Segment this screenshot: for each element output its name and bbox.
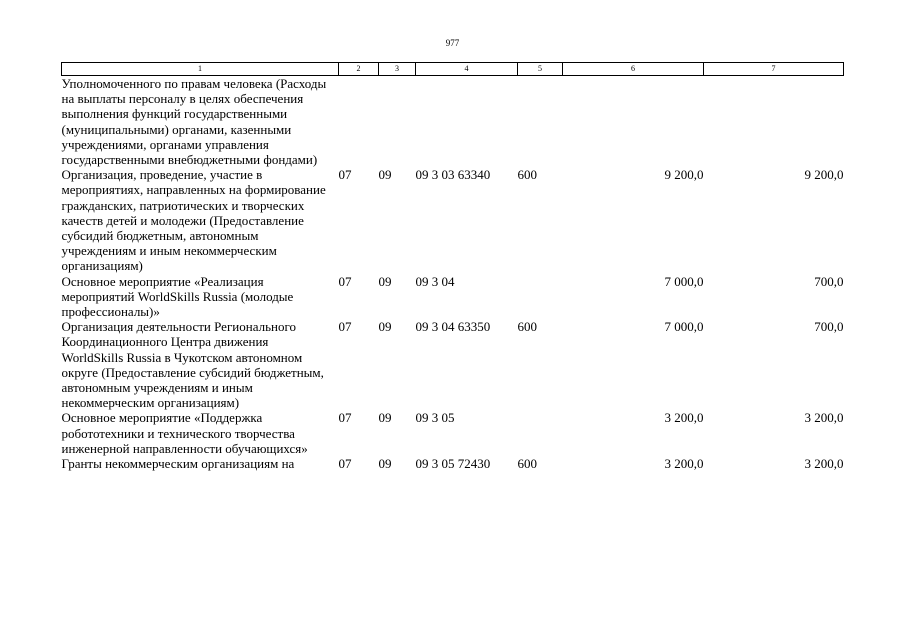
row-section: 07 xyxy=(338,456,352,472)
row-sum-1: 7 000,0 xyxy=(664,319,704,335)
row-sum-2: 700,0 xyxy=(814,273,844,289)
row-sum-1: 3 200,0 xyxy=(664,410,704,426)
row-sum-1 xyxy=(563,76,704,168)
column-header-2: 2 xyxy=(339,63,379,76)
row-name: Основное мероприятие «Реализация мероприятий WorldSkills Russia (молодые профессионалы)» xyxy=(61,273,294,320)
column-header-7: 7 xyxy=(704,63,844,76)
budget-table xyxy=(61,62,844,471)
column-header-4: 4 xyxy=(416,63,518,76)
row-name: Уполномоченного по правам человека (Расходы на выплаты персоналу в целях обеспечения выполнения функций государственными (муниципальными) органами, казенными учреждениями, органами управления государственными внебюджетными фондами) xyxy=(61,76,327,168)
row-sum-2: 3 200,0 xyxy=(804,456,844,472)
row-section: 07 xyxy=(338,319,352,335)
row-section xyxy=(339,76,379,168)
row-section: 07 xyxy=(338,410,352,426)
row-target: 09 3 04 63350 xyxy=(415,319,491,335)
row-subsection: 09 xyxy=(378,273,392,289)
row-name: Гранты некоммерческим организациям на xyxy=(61,456,295,472)
row-sum-2 xyxy=(704,76,844,168)
row-name: Организация деятельности Регионального Координационного Центра движения WorldSkills Russia в Чукотском автономном округе (Предоставление субсидий бюджетным, автономным учреждениям и иным некоммерческим организациям) xyxy=(61,319,324,411)
row-subsection: 09 xyxy=(378,167,392,183)
row-subsection xyxy=(379,76,416,168)
column-header-3: 3 xyxy=(379,63,416,76)
row-target: 09 3 05 xyxy=(415,410,455,426)
row-sum-1: 3 200,0 xyxy=(664,456,704,472)
row-sum-1: 9 200,0 xyxy=(664,167,704,183)
row-sum-1: 7 000,0 xyxy=(664,273,704,289)
row-name: Организация, проведение, участие в мероприятиях, направленных на формирование гражданских, патриотических и творческих качеств детей и молодежи (Предоставление субсидий бюджетным, автономным учреждениям и иным некоммерческим организациям) xyxy=(61,167,326,274)
row-sum-2: 3 200,0 xyxy=(804,410,844,426)
row-subsection: 09 xyxy=(378,410,392,426)
row-sum-2: 9 200,0 xyxy=(804,167,844,183)
row-type xyxy=(518,274,563,320)
row-name: Основное мероприятие «Поддержка робототехники и технического творчества инженерной направленности обучающихся» xyxy=(61,410,308,456)
table-row xyxy=(62,76,844,168)
table-row xyxy=(62,319,844,410)
row-type: 600 xyxy=(517,167,537,183)
table-row xyxy=(62,274,844,320)
header-row xyxy=(62,63,844,76)
table-row xyxy=(62,410,844,456)
row-target xyxy=(416,76,518,168)
row-sum-2: 700,0 xyxy=(814,319,844,335)
row-target: 09 3 03 63340 xyxy=(415,167,491,183)
row-section: 07 xyxy=(338,273,352,289)
column-header-6: 6 xyxy=(563,63,704,76)
table-row xyxy=(62,456,844,471)
row-target: 09 3 05 72430 xyxy=(415,456,491,472)
table-row xyxy=(62,167,844,273)
row-target: 09 3 04 xyxy=(415,273,455,289)
table-body xyxy=(62,76,844,472)
row-type xyxy=(518,410,563,456)
row-section: 07 xyxy=(338,167,352,183)
column-header-5: 5 xyxy=(518,63,563,76)
row-type xyxy=(518,76,563,168)
page-number: 977 xyxy=(445,38,460,48)
table-header xyxy=(62,63,844,76)
row-subsection: 09 xyxy=(378,456,392,472)
row-type: 600 xyxy=(517,456,537,472)
column-header-1: 1 xyxy=(62,63,339,76)
row-subsection: 09 xyxy=(378,319,392,335)
row-type: 600 xyxy=(517,319,537,335)
